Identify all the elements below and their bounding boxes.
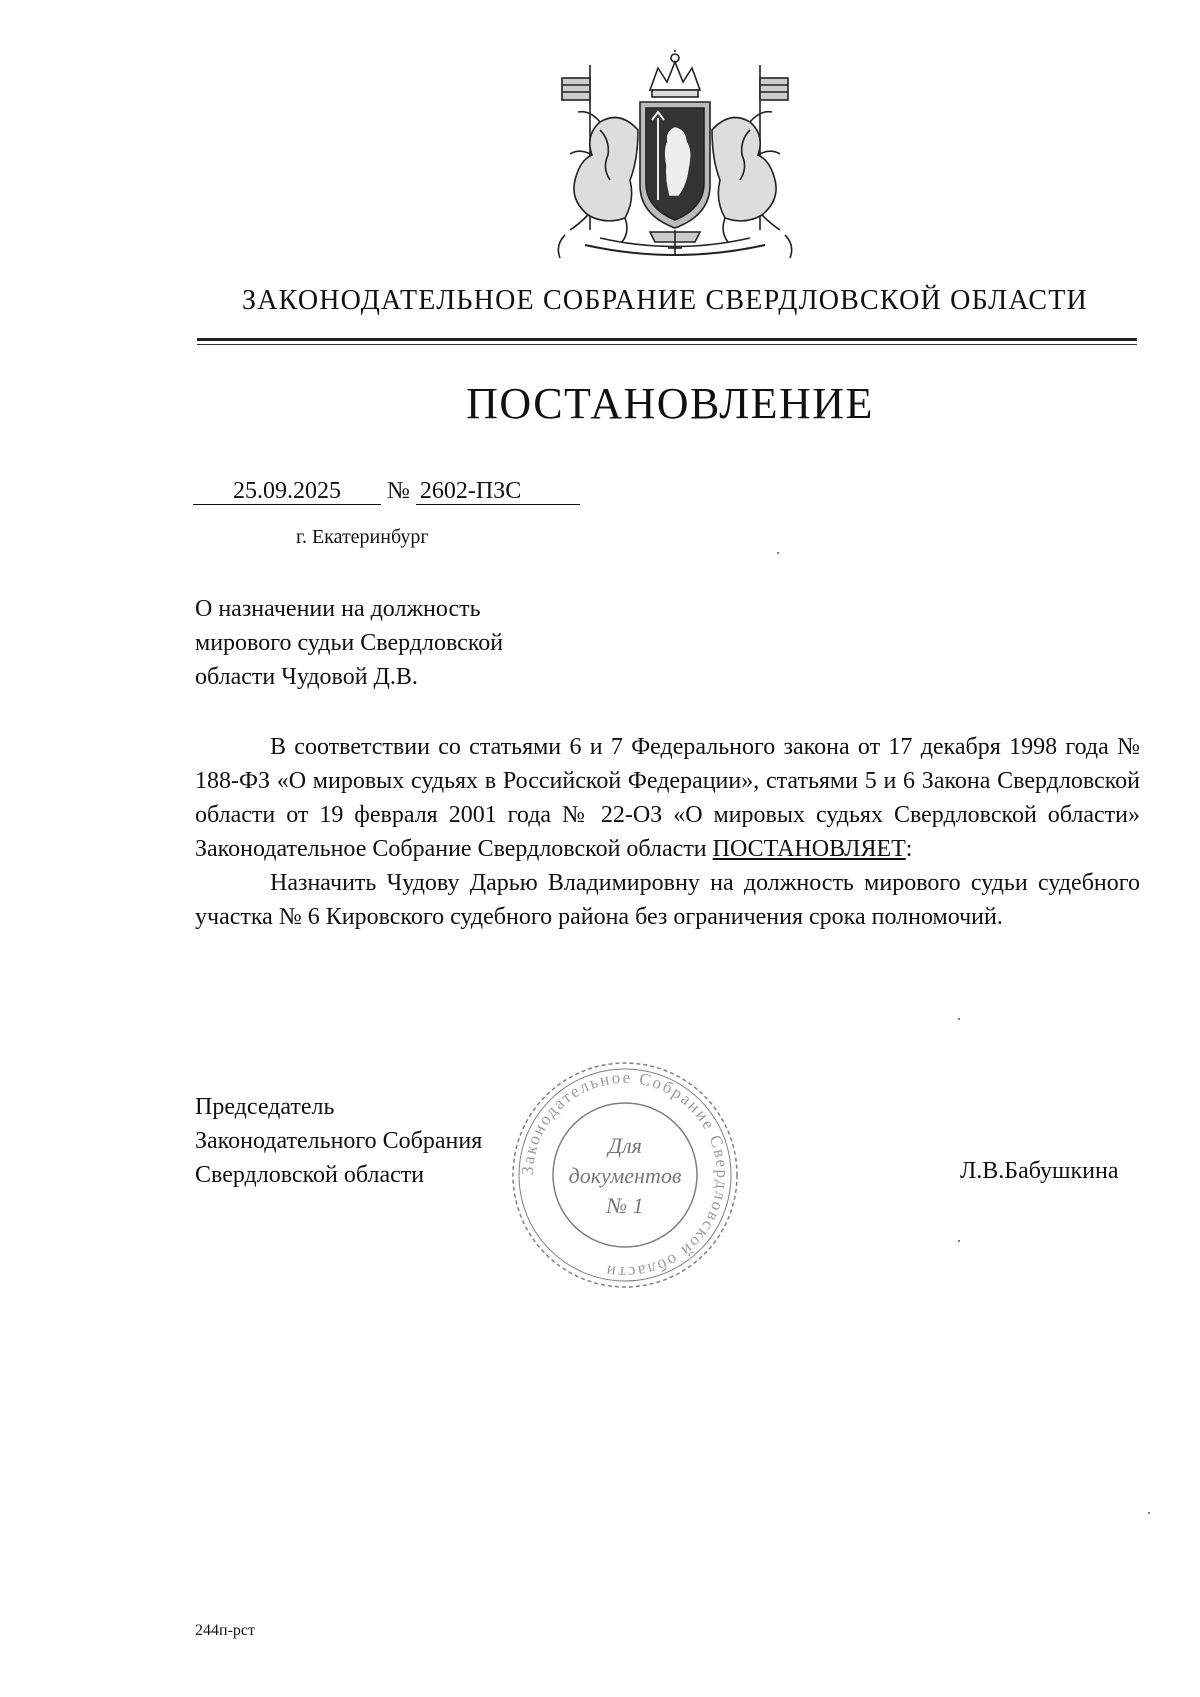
scan-speck xyxy=(777,552,779,554)
position-line: Законодательного Собрания xyxy=(195,1128,483,1154)
organization-name: ЗАКОНОДАТЕЛЬНОЕ СОБРАНИЕ СВЕРДЛОВСКОЙ ОБЛАСТИ xyxy=(242,285,1088,316)
signatory-position xyxy=(195,1090,482,1192)
document-date: 25.09.2025 xyxy=(193,478,381,505)
official-stamp xyxy=(505,1055,745,1295)
preamble-text: В соответствии со статьями 6 и 7 Федерального закона от 17 декабря 1998 года № 188-ФЗ «О мировых судьях в Российской Федерации», статьями 5 и 6 Закона Свердловской области от 19 февраля 2001 года № 22-ОЗ «О мировых судьях Свердловской области» Законодательное Собрание Свердловской области xyxy=(195,734,1140,862)
document-type-title: ПОСТАНОВЛЕНИЕ xyxy=(466,379,874,428)
subject-line: мирового судьи Свердловской xyxy=(195,630,504,656)
scan-speck xyxy=(958,1018,960,1020)
city: г. Екатеринбург xyxy=(296,526,429,548)
body-paragraph-preamble xyxy=(195,730,1140,866)
document-number: 2602-ПЗС xyxy=(416,478,580,505)
stamp-line: документов xyxy=(568,1163,682,1188)
sverdlovsk-coat-of-arms-icon xyxy=(530,50,820,265)
stamp-line: № 1 xyxy=(606,1193,644,1218)
signatory-name: Л.В.Бабушкина xyxy=(960,1158,1119,1184)
scan-speck xyxy=(958,1240,960,1242)
position-line: Председатель xyxy=(195,1094,335,1120)
subject-line: О назначении на должность xyxy=(195,596,481,622)
header-divider-thin xyxy=(197,344,1137,345)
resolves-punct: : xyxy=(905,836,913,862)
stamp-line: Для xyxy=(608,1133,642,1158)
resolves-word: ПОСТАНОВЛЯЕТ xyxy=(712,836,906,862)
date-number-line xyxy=(193,478,580,505)
number-sign: № xyxy=(387,478,410,504)
body-paragraph-decision: Назначить Чудову Дарью Владимировну на должность мирового судьи судебного участка № 6 Кировского судебного района без ограничения срока полномочий. xyxy=(195,870,1140,930)
subject-line: области Чудовой Д.В. xyxy=(195,664,418,690)
scan-speck xyxy=(1148,1512,1150,1514)
stamp-ring-text: Законодательное Собрание Свердловской области xyxy=(517,1067,733,1283)
document-body xyxy=(195,730,1140,934)
header-divider-thick xyxy=(197,338,1137,341)
position-line: Свердловской области xyxy=(195,1162,425,1188)
footer-code: 244п-рст xyxy=(195,1622,255,1639)
document-subject xyxy=(195,592,503,694)
